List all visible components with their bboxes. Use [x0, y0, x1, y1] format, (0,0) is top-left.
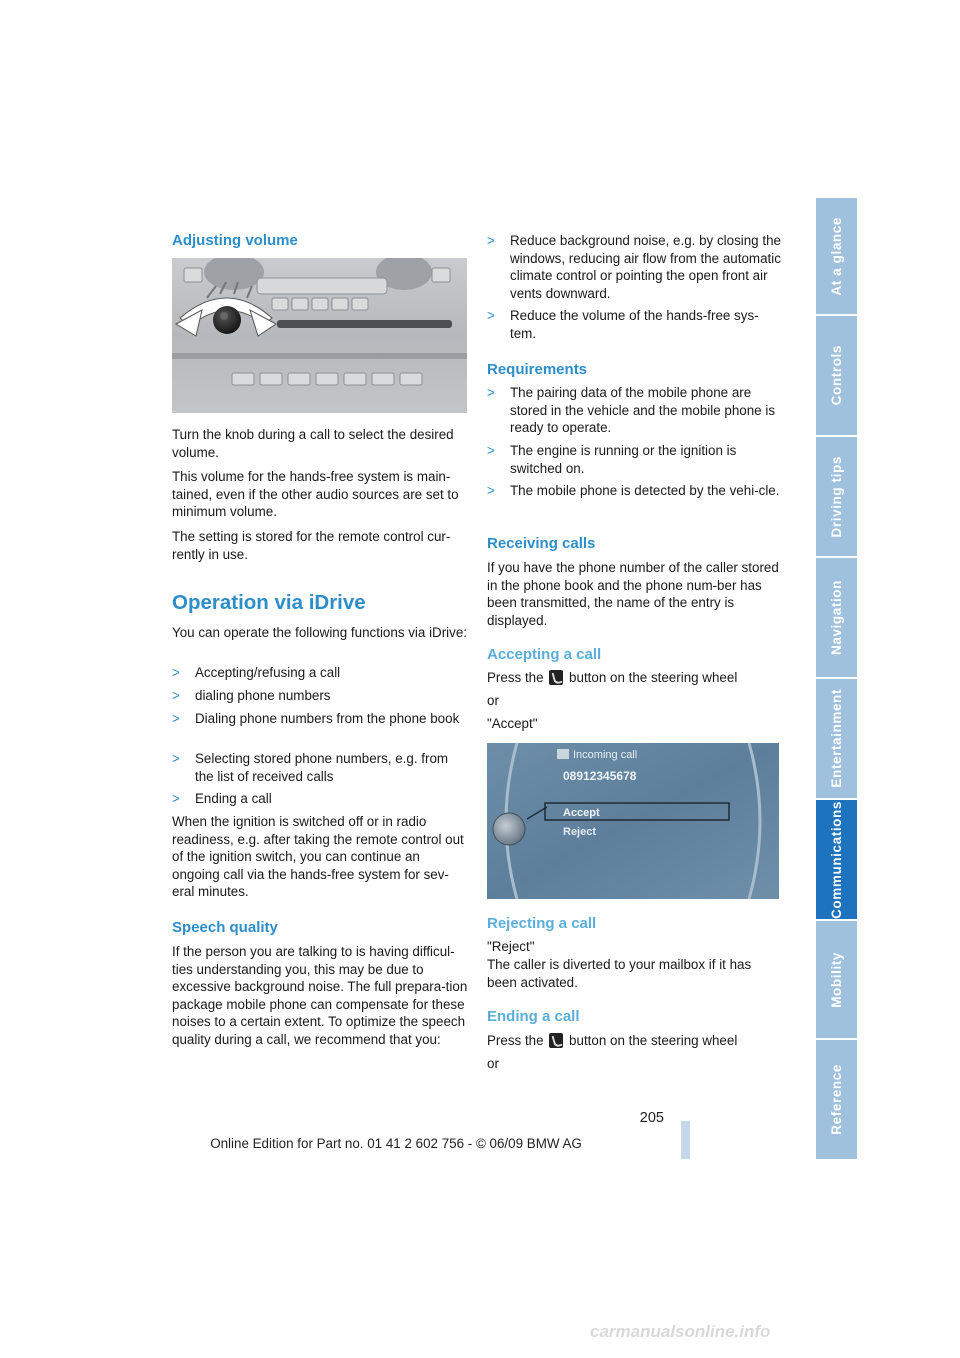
sidebar-tab-navigation[interactable] [816, 558, 857, 679]
tab-label: Communications [829, 800, 844, 919]
accept-quote: "Accept" [487, 716, 538, 731]
adjusting-volume-heading: Adjusting volume [172, 232, 298, 249]
list-item: > Reduce the volume of the hands-free sys-tem. [487, 308, 759, 341]
list-item: > The engine is running or the ignition is switched on. [487, 443, 737, 476]
receiving-calls-heading: Receiving calls [487, 535, 596, 552]
idrive-intro: You can operate the following functions via iDrive: [172, 625, 468, 640]
tab-label: Mobility [829, 951, 844, 1008]
end-instruction: Press the button on the steering wheel [487, 1033, 738, 1048]
volume-paragraph-2: This volume for the hands-free system is main-tained, even if the other audio sources are set to minimum volume. [172, 469, 459, 520]
list-item: > Ending a call [172, 791, 272, 806]
ignition-paragraph: When the ignition is switched off or in radio readiness, e.g. after taking the remote control out of the ignition switch, you can continue an ongoing call via the hands-free system for sev-eral minutes. [172, 814, 464, 900]
volume-knob-figure [172, 258, 467, 413]
rejecting-call-heading: Rejecting a call [487, 915, 597, 932]
tab-label: At a glance [829, 216, 844, 296]
idrive-heading: Operation via iDrive [172, 591, 366, 614]
sidebar-tab-at-a-glance[interactable] [816, 198, 857, 316]
speech-quality-heading: Speech quality [172, 919, 278, 936]
requirements-heading: Requirements [487, 361, 588, 378]
list-item: > Accepting/refusing a call [172, 665, 341, 680]
incoming-call-screen-figure [487, 743, 779, 899]
receiving-calls-paragraph: If you have the phone number of the caller stored in the phone book and the phone num-ber has been transmitted, the name of the entry is displayed. [487, 560, 779, 628]
page-number: 205 [639, 1110, 664, 1126]
sidebar-tab-controls[interactable] [816, 316, 857, 437]
reject-quote: "Reject" [487, 939, 535, 954]
volume-paragraph-3: The setting is stored for the remote control cur-rently in use. [172, 529, 451, 562]
list-item: > Dialing phone numbers from the phone book [172, 711, 460, 726]
phone-button-icon [549, 1033, 563, 1048]
edition-footer: Online Edition for Part no. 01 41 2 602 756 - © 06/09 BMW AG [210, 1136, 582, 1151]
list-item: > The pairing data of the mobile phone are stored in the vehicle and the mobile phone is ready to operate. [487, 385, 776, 436]
screen-reject-option[interactable]: Reject [563, 826, 597, 838]
accepting-call-heading: Accepting a call [487, 646, 602, 663]
tab-label: Navigation [829, 579, 844, 655]
volume-paragraph-1: Turn the knob during a call to select the desired volume. [172, 427, 454, 460]
sidebar-tab-mobility[interactable] [816, 921, 857, 1040]
screen-number: 08912345678 [563, 769, 637, 783]
or-text: or [487, 693, 499, 708]
sidebar-tab-communications[interactable] [816, 800, 857, 921]
list-item: > dialing phone numbers [172, 688, 331, 703]
watermark: carmanualsonline.info [590, 1322, 771, 1341]
speech-quality-paragraph: If the person you are talking to is having difficul-ties understanding you, this may be due to excessive background noise. The full prepara-tion package mobile phone can compensate for these noises to a certain extent. To optimize the speech quality during a call, we recommend that you: [172, 944, 468, 1047]
tab-label: Driving tips [829, 455, 844, 538]
ending-call-heading: Ending a call [487, 1008, 580, 1025]
sidebar-tab-entertainment[interactable] [816, 679, 857, 800]
screen-accept-option[interactable]: Accept [563, 807, 600, 819]
tab-label: Controls [829, 345, 844, 406]
or-text: or [487, 1056, 499, 1071]
accept-instruction: Press the button on the steering wheel [487, 670, 738, 685]
list-item: > Reduce background noise, e.g. by closing the windows, reducing air flow from the automatic climate control or pointing the open front air vents downward. [487, 233, 781, 301]
tab-label: Reference [829, 1064, 844, 1135]
list-item: > Selecting stored phone numbers, e.g. from the list of received calls [172, 751, 449, 784]
reject-paragraph: The caller is diverted to your mailbox if it has been activated. [487, 957, 752, 990]
sidebar-tab-driving-tips[interactable] [816, 437, 857, 558]
sidebar-tab-reference[interactable] [816, 1040, 857, 1161]
phone-button-icon [549, 670, 563, 685]
list-item: > The mobile phone is detected by the vehi-cle. [487, 483, 780, 498]
screen-title: Incoming call [573, 749, 638, 761]
tab-label: Entertainment [829, 689, 844, 788]
